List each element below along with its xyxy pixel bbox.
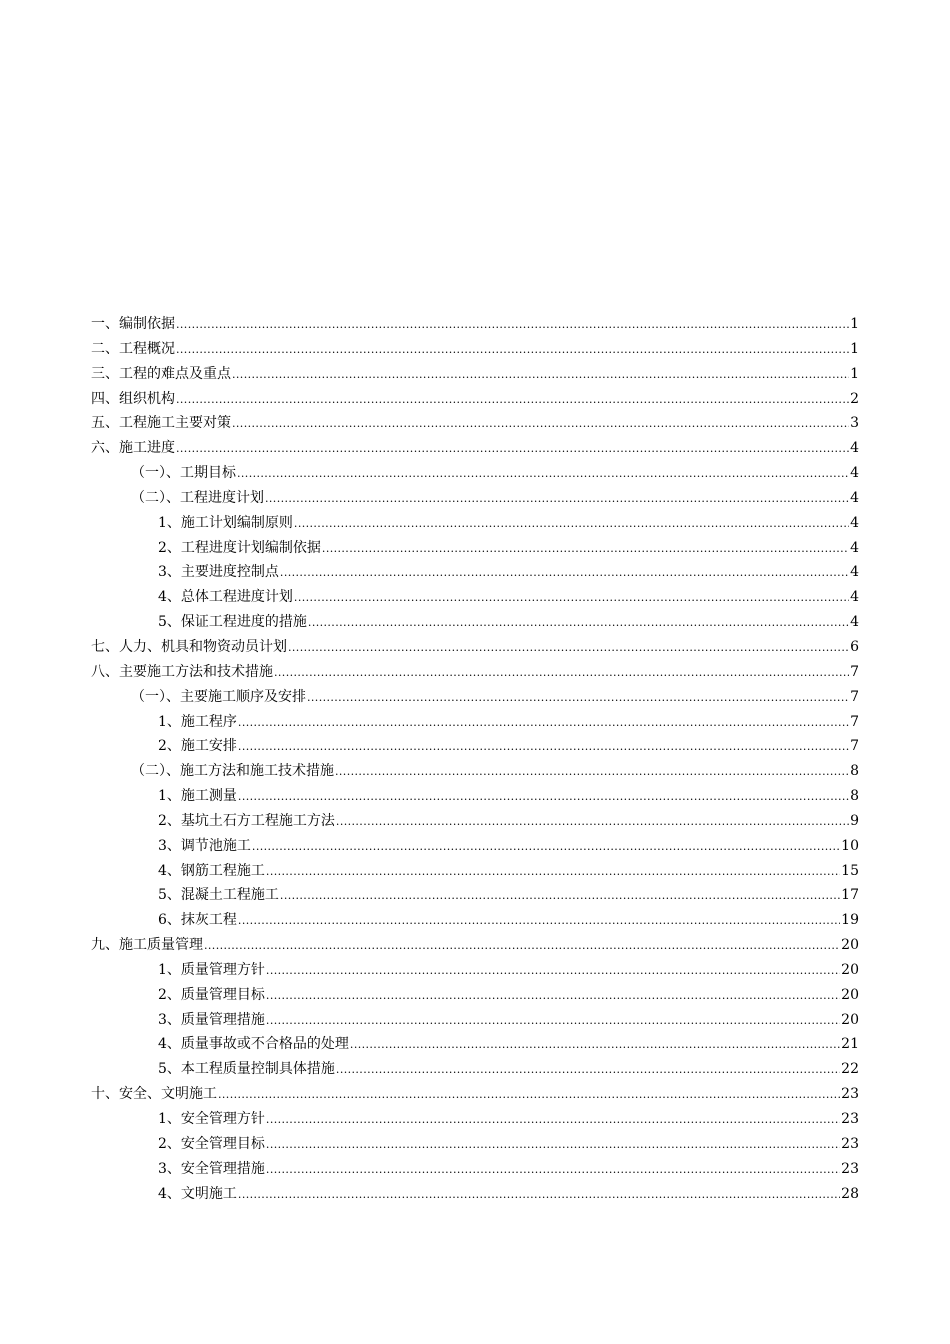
table-of-contents xyxy=(91,312,859,1206)
toc-dot-leader xyxy=(307,686,849,711)
toc-entry-title: 5、保证工程进度的措施 xyxy=(158,614,307,631)
toc-dot-leader xyxy=(266,1009,840,1034)
toc-entry-title: 6、抹灰工程 xyxy=(158,912,237,929)
toc-dot-leader xyxy=(294,586,849,611)
toc-entry-title: 5、混凝土工程施工 xyxy=(158,887,279,904)
toc-dot-leader xyxy=(232,412,849,437)
toc-entry[interactable] xyxy=(91,859,859,884)
toc-dot-leader xyxy=(266,959,840,984)
toc-dot-leader xyxy=(176,338,849,363)
toc-entry-title: 1、安全管理方针 xyxy=(158,1111,265,1127)
toc-entry-title: 2、工程进度计划编制依据 xyxy=(158,539,321,556)
toc-entry-title: 2、质量管理目标 xyxy=(158,986,265,1003)
toc-entry-page-number: 4 xyxy=(850,440,859,457)
toc-entry-title: 5、本工程质量控制具体措施 xyxy=(158,1061,335,1078)
toc-entry-page-number: 3 xyxy=(850,415,859,432)
toc-entry-page-number: 1 xyxy=(850,316,859,332)
toc-dot-leader xyxy=(232,363,849,388)
toc-entry[interactable] xyxy=(91,933,859,958)
toc-entry[interactable] xyxy=(91,685,859,710)
toc-entry-title: 4、文明施工 xyxy=(158,1185,237,1202)
toc-entry-title: 1、施工计划编制原则 xyxy=(158,514,293,531)
toc-entry-title: 4、钢筋工程施工 xyxy=(158,862,265,879)
toc-entry-page-number: 4 xyxy=(850,514,859,531)
toc-dot-leader xyxy=(218,1083,840,1108)
toc-dot-leader xyxy=(266,1133,840,1158)
toc-entry-page-number: 4 xyxy=(850,539,859,556)
toc-dot-leader xyxy=(176,388,849,413)
toc-entry-page-number: 4 xyxy=(850,564,859,581)
toc-entry[interactable] xyxy=(91,610,859,635)
toc-dot-leader xyxy=(204,934,840,959)
toc-dot-leader xyxy=(322,537,849,562)
toc-entry-page-number: 7 xyxy=(850,738,859,755)
toc-entry-page-number: 1 xyxy=(850,340,859,357)
toc-dot-leader xyxy=(238,1183,840,1208)
toc-entry-page-number: 19 xyxy=(841,912,859,929)
toc-dot-leader xyxy=(237,462,849,487)
toc-entry[interactable] xyxy=(91,536,859,561)
toc-entry[interactable] xyxy=(91,759,859,784)
toc-dot-leader xyxy=(266,1158,840,1183)
toc-entry-title: 3、主要进度控制点 xyxy=(158,564,279,581)
toc-entry[interactable] xyxy=(91,337,859,362)
toc-entry-title: 1、质量管理方针 xyxy=(158,961,265,978)
toc-entry-title: 五、工程施工主要对策 xyxy=(91,415,231,432)
toc-entry-title: 1、施工程序 xyxy=(158,713,237,730)
toc-entry-title: 3、质量管理措施 xyxy=(158,1011,265,1028)
toc-entry[interactable] xyxy=(91,387,859,412)
toc-entry-page-number: 7 xyxy=(850,713,859,730)
toc-entry-page-number: 6 xyxy=(850,638,859,655)
toc-entry-title: （二）、施工方法和施工技术措施 xyxy=(131,763,334,780)
toc-entry-page-number: 22 xyxy=(841,1061,859,1078)
toc-entry-title: 八、主要施工方法和技术措施 xyxy=(91,663,273,680)
toc-entry-page-number: 9 xyxy=(850,812,859,829)
toc-entry-title: 2、安全管理目标 xyxy=(158,1135,265,1152)
toc-entry-page-number: 20 xyxy=(841,1011,859,1028)
toc-entry-page-number: 20 xyxy=(841,961,859,978)
toc-entry-page-number: 2 xyxy=(850,390,859,407)
toc-entry[interactable] xyxy=(91,312,859,337)
toc-entry-title: 1、施工测量 xyxy=(158,788,237,805)
toc-entry-title: （二）、工程进度计划 xyxy=(131,489,264,506)
toc-entry-page-number: 7 xyxy=(850,688,859,705)
toc-dot-leader xyxy=(294,512,849,537)
toc-dot-leader xyxy=(336,1058,840,1083)
toc-entry[interactable] xyxy=(91,809,859,834)
toc-entry[interactable] xyxy=(91,958,859,983)
toc-entry[interactable] xyxy=(91,1032,859,1057)
toc-entry[interactable] xyxy=(91,908,859,933)
toc-entry-page-number: 23 xyxy=(841,1135,859,1152)
toc-entry[interactable] xyxy=(91,1008,859,1033)
toc-entry-title: 4、质量事故或不合格品的处理 xyxy=(158,1036,349,1053)
toc-entry[interactable] xyxy=(91,1132,859,1157)
toc-entry[interactable] xyxy=(91,635,859,660)
toc-entry[interactable] xyxy=(91,560,859,585)
toc-dot-leader xyxy=(350,1033,840,1058)
toc-entry-page-number: 1 xyxy=(850,365,859,382)
toc-entry[interactable] xyxy=(91,1157,859,1182)
toc-dot-leader xyxy=(274,661,849,686)
toc-entry-title: 四、组织机构 xyxy=(91,390,175,407)
toc-dot-leader xyxy=(265,487,849,512)
toc-entry-title: 一、编制依据 xyxy=(91,316,175,332)
toc-entry-title: 七、人力、机具和物资动员计划 xyxy=(91,638,287,655)
toc-dot-leader xyxy=(336,810,849,835)
toc-dot-leader xyxy=(252,835,840,860)
toc-entry-page-number: 4 xyxy=(850,465,859,482)
toc-dot-leader xyxy=(266,984,840,1009)
toc-entry-page-number: 10 xyxy=(841,837,859,854)
toc-entry-title: 六、施工进度 xyxy=(91,440,175,457)
toc-entry-page-number: 20 xyxy=(841,937,859,954)
toc-entry-page-number: 23 xyxy=(841,1111,859,1127)
toc-entry[interactable] xyxy=(91,1107,859,1132)
toc-entry-page-number: 28 xyxy=(841,1185,859,1202)
toc-entry[interactable] xyxy=(91,834,859,859)
toc-entry[interactable] xyxy=(91,1057,859,1082)
toc-entry[interactable] xyxy=(91,362,859,387)
toc-dot-leader xyxy=(238,909,840,934)
toc-entry-page-number: 21 xyxy=(841,1036,859,1053)
toc-entry[interactable] xyxy=(91,461,859,486)
toc-entry[interactable] xyxy=(91,411,859,436)
toc-dot-leader xyxy=(238,711,849,736)
toc-entry-title: 三、工程的难点及重点 xyxy=(91,365,231,382)
toc-entry[interactable] xyxy=(91,734,859,759)
toc-entry[interactable] xyxy=(91,883,859,908)
toc-entry[interactable] xyxy=(91,486,859,511)
toc-dot-leader xyxy=(266,1108,840,1133)
toc-entry-page-number: 23 xyxy=(841,1086,859,1103)
toc-entry-title: （一）、工期目标 xyxy=(131,465,236,482)
toc-entry-page-number: 23 xyxy=(841,1160,859,1177)
toc-dot-leader xyxy=(308,611,849,636)
toc-entry-page-number: 4 xyxy=(850,489,859,506)
toc-entry[interactable] xyxy=(91,710,859,735)
toc-entry-title: 十、安全、文明施工 xyxy=(91,1086,217,1103)
toc-entry-title: 3、调节池施工 xyxy=(158,837,251,854)
toc-dot-leader xyxy=(280,884,840,909)
toc-entry[interactable] xyxy=(91,1182,859,1207)
toc-entry-title: 九、施工质量管理 xyxy=(91,937,203,954)
toc-dot-leader xyxy=(288,636,849,661)
toc-dot-leader xyxy=(335,760,849,785)
toc-entry-page-number: 4 xyxy=(850,614,859,631)
toc-entry[interactable] xyxy=(91,511,859,536)
toc-entry-page-number: 8 xyxy=(850,763,859,780)
toc-entry[interactable] xyxy=(91,983,859,1008)
toc-dot-leader xyxy=(176,437,849,462)
toc-entry-title: 2、施工安排 xyxy=(158,738,237,755)
toc-entry-page-number: 17 xyxy=(841,887,859,904)
toc-entry-title: 2、基坑土石方工程施工方法 xyxy=(158,812,335,829)
toc-dot-leader xyxy=(176,313,849,338)
toc-dot-leader xyxy=(238,785,849,810)
toc-entry-title: 3、安全管理措施 xyxy=(158,1160,265,1177)
toc-dot-leader xyxy=(280,561,849,586)
toc-dot-leader xyxy=(266,860,840,885)
toc-entry-page-number: 8 xyxy=(850,788,859,805)
toc-entry[interactable] xyxy=(91,585,859,610)
toc-dot-leader xyxy=(238,735,849,760)
toc-entry-page-number: 7 xyxy=(850,663,859,680)
toc-entry-title: （一）、主要施工顺序及安排 xyxy=(131,688,306,705)
toc-entry[interactable] xyxy=(91,784,859,809)
toc-entry[interactable] xyxy=(91,1082,859,1107)
toc-entry-title: 二、工程概况 xyxy=(91,340,175,357)
toc-entry-page-number: 20 xyxy=(841,986,859,1003)
toc-entry[interactable] xyxy=(91,660,859,685)
toc-entry[interactable] xyxy=(91,436,859,461)
toc-entry-title: 4、总体工程进度计划 xyxy=(158,589,293,606)
toc-entry-page-number: 4 xyxy=(850,589,859,606)
toc-entry-page-number: 15 xyxy=(841,862,859,879)
